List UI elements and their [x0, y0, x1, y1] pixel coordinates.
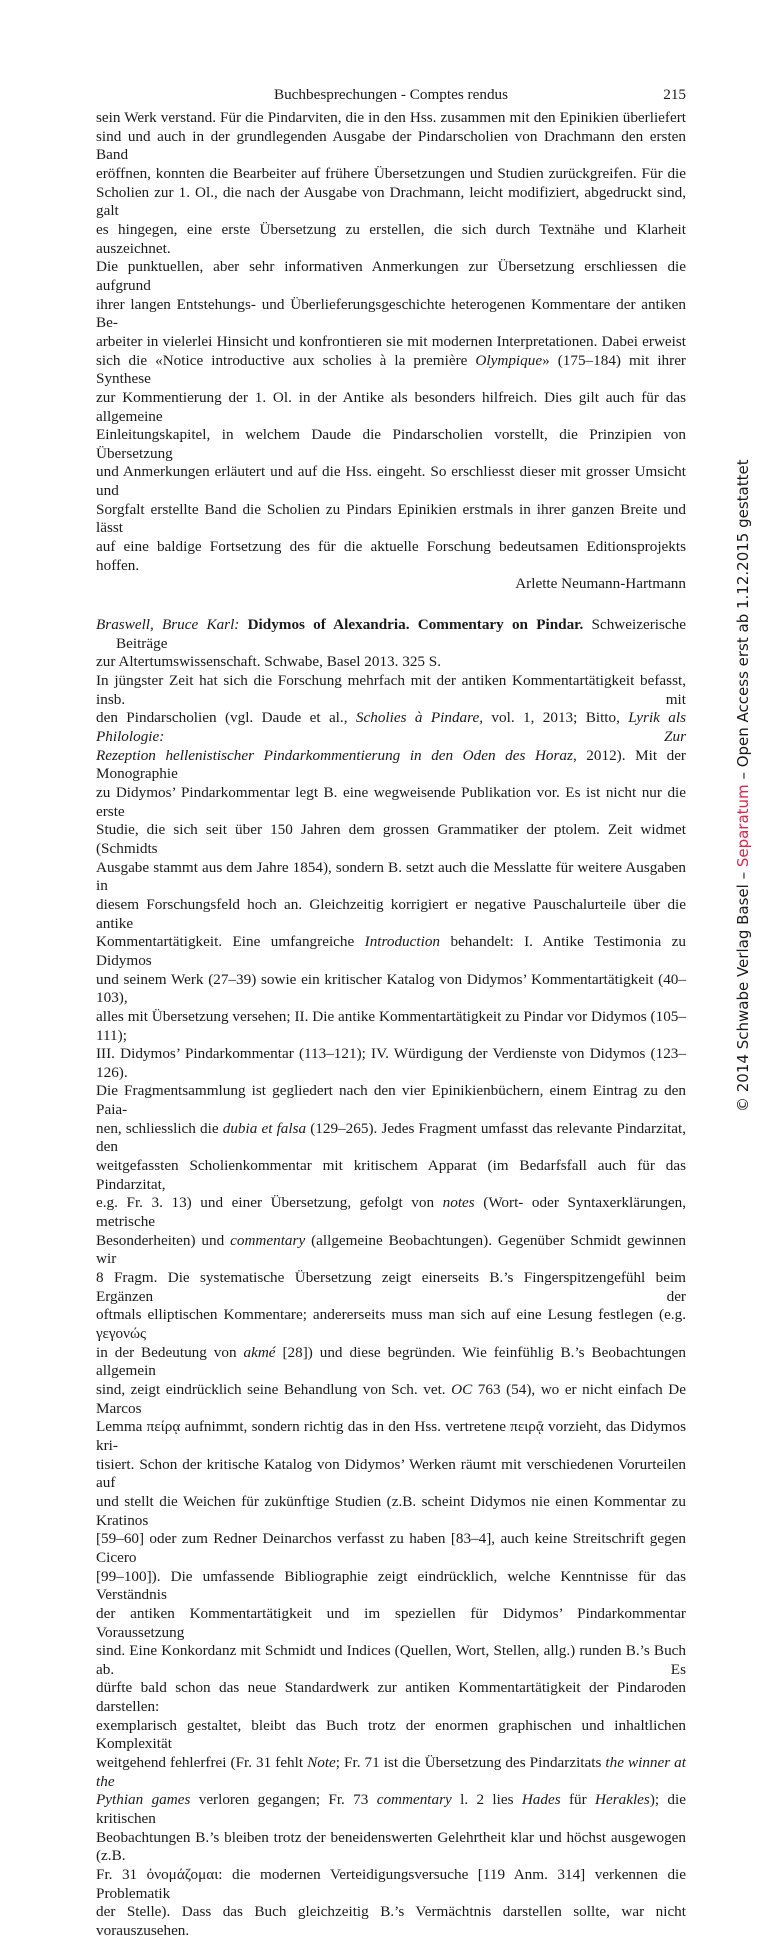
italic-run: Hades	[521, 1791, 561, 1809]
text-run: und stellt die Weichen für zukünftige Studien (z.B. scheint Didymos nie einen Kommentar zu Kratinos	[96, 1492, 686, 1529]
text-line	[96, 1717, 686, 1754]
page-number: 215	[663, 86, 686, 103]
italic-run: Pythian games	[96, 1791, 191, 1809]
text-run: ; Fr. 71 ist die Übersetzung des Pindarzitats	[335, 1754, 606, 1772]
italic-run: Note	[307, 1754, 336, 1772]
text-run: der antiken Kommentartätigkeit und im speziellen für Didymos’ Pindarkommentar Voraussetzung	[96, 1604, 686, 1641]
text-line	[96, 1605, 686, 1642]
text-line	[96, 1045, 686, 1082]
running-head	[96, 86, 686, 105]
text-run: weitgehend fehlerfrei (Fr. 31 fehlt	[96, 1754, 308, 1772]
text-run: in der Bedeutung von	[96, 1343, 244, 1361]
reviewer-signature: Arlette Neumann-Hartmann	[515, 575, 686, 593]
text-line	[96, 1418, 686, 1455]
text-line: arbeiter in vielerlei Hinsicht und konfrontieren sie mit modernen Interpretationen. Dabei erweist	[96, 332, 686, 350]
text-run: Die Fragmentsammlung ist gegliedert nach den vier Epinikienbüchern, einem Eintrag zu den Paia-	[96, 1082, 686, 1119]
text-run: , 2012). Mit der Monographie	[96, 746, 686, 783]
text-line	[96, 1306, 686, 1343]
italic-run: commentary	[376, 1791, 452, 1809]
open-access-text: – Open Access erst ab 1.12.2015 gestattet	[734, 459, 752, 785]
text-run: Fr. 31 ὀνομάζομαι: die modernen Verteidigungsversuche [119 Anm. 314] verkennen die Problematik	[96, 1866, 686, 1902]
copyright-notice	[733, 459, 753, 1112]
text-line: ihrer langen Entstehungs- und Überlieferungsgeschichte heterogenen Kommentare der antiken Be-	[96, 295, 686, 332]
text-line: zur Kommentierung der 1. Ol. in der Antike als besonders hilfreich. Dies gilt auch für das allgemeine	[96, 388, 686, 425]
italic-run: Lyrik als Philologie: Zur	[96, 709, 687, 745]
text-line	[96, 1568, 686, 1605]
text-line	[96, 1679, 686, 1716]
text-line	[96, 859, 686, 896]
italic-run: OC	[451, 1380, 473, 1398]
text-run: sich die «Notice introductive aux scholies à la première	[96, 351, 476, 369]
text-run: Ausgabe stammt aus dem Jahre 1854), sondern B. setzt auch die Messlatte für weitere Ausgaben in	[96, 858, 686, 895]
text-run: [28]) und diese begründen. Wie feinfühlig B.’s Beobachtungen allgemein	[96, 1343, 686, 1380]
text-line	[96, 747, 686, 784]
text-line	[96, 1530, 686, 1567]
text-run: der Stelle). Dass das Buch gleichzeitig B.’s Vermächtnis darstellen sollte, war nicht vorauszusehen.	[96, 1903, 686, 1939]
text-line: und Anmerkungen erläutert und auf die Hss. eingeht. So erschliesst dieser mit grosser Umsicht und	[96, 463, 686, 500]
text-run: tisiert. Schon der kritische Katalog von Didymos’ Werken räumt mit verschiedenen Vorurteilen auf	[96, 1455, 686, 1492]
copyright-text: © 2014 Schwabe Verlag Basel –	[734, 867, 752, 1112]
text-line	[96, 1381, 686, 1418]
text-run: [99–100]). Die umfassende Bibliographie zeigt eindrücklich, welche Kenntnisse für das Verständnis	[96, 1567, 686, 1604]
text-run: oftmals elliptischen Kommentare; andererseits muss man sich auf eine Lesung festlegen (e.g. γεγονώς	[96, 1306, 686, 1342]
document-page	[96, 86, 686, 1941]
italic-run: Scholies à Pindare	[355, 709, 480, 727]
text-line	[96, 672, 686, 709]
text-run: behandelt: I. Antike Testimonia zu Didymos	[96, 933, 686, 969]
text-run: nen, schliesslich die	[96, 1119, 223, 1137]
text-run: exemplarisch gestaltet, bleibt das Buch trotz der enormen graphischen und inhaltlichen Komplexität	[96, 1716, 686, 1753]
text-run: (129–265). Jedes Fragment umfasst das relevante Pindarzitat, den	[96, 1119, 686, 1156]
text-run: Beobachtungen B.’s bleiben trotz der beneidenswerten Gelehrtheit klar und höchst ausgewogen (z.B.	[96, 1828, 686, 1865]
text-run: diesem Forschungsfeld hoch an. Gleichzeitig korrigiert er negative Pauschalurteile über die antike	[96, 895, 686, 932]
italic-run: akmé	[243, 1343, 276, 1361]
text-run: III. Didymos’ Pindarkommentar (113–121); IV. Würdigung der Verdienste von Didymos (123–126).	[96, 1045, 686, 1081]
text-run: ); die kritischen	[96, 1791, 686, 1828]
text-run: , vol. 1, 2013; Bitto,	[479, 709, 629, 727]
text-line	[96, 1866, 686, 1903]
book-series: Schweizerische Beiträge	[116, 616, 686, 652]
book-title: Didymos of Alexandria. Commentary on Pindar.	[247, 616, 584, 634]
text-line	[96, 1456, 686, 1493]
text-run: verloren gegangen; Fr. 73	[190, 1791, 377, 1809]
text-line	[96, 1791, 686, 1828]
book-author: Braswell, Bruce Karl:	[96, 616, 240, 634]
text-run: für	[560, 1791, 595, 1809]
running-title: Buchbesprechungen - Comptes rendus	[273, 86, 509, 103]
text-run: den Pindarscholien (vgl. Daude et al.,	[96, 709, 356, 727]
text-run: sind. Eine Konkordanz mit Schmidt und Indices (Quellen, Wort, Stellen, allg.) runden B.’s Buch ab. Es	[96, 1642, 686, 1678]
text-run: zu Didymos’ Pindarkommentar legt B. eine wegweisende Publikation vor. Es ist nicht nur die erste	[96, 783, 686, 820]
text-line	[96, 896, 686, 933]
text-line	[96, 709, 686, 746]
text-line: Scholien zur 1. Ol., die nach der Ausgabe von Drachmann, leicht modifiziert, abgedruckt sind, galt	[96, 183, 686, 220]
text-run: In jüngster Zeit hat sich die Forschung mehrfach mit der antiken Kommentartätigkeit befasst, insb. mit	[96, 672, 686, 708]
separatum-label: Separatum	[734, 784, 752, 868]
text-run: (allgemeine Beobachtungen). Gegenüber Schmidt gewinnen wir	[96, 1231, 686, 1268]
text-run: » (175–184) mit ihrer Synthese	[96, 351, 686, 388]
text-run: Besonderheiten) und	[96, 1231, 231, 1249]
text-line	[96, 1493, 686, 1530]
text-run: l. 2 lies	[451, 1791, 522, 1809]
text-run: Kommentartätigkeit. Eine umfangreiche	[96, 933, 365, 951]
text-line	[96, 933, 686, 970]
text-line	[96, 821, 686, 858]
text-line	[96, 1642, 686, 1679]
text-line	[96, 971, 686, 1008]
review-citation	[96, 616, 686, 672]
italic-run: dubia et falsa	[222, 1119, 307, 1137]
citation-line	[96, 616, 686, 653]
text-line	[96, 1157, 686, 1194]
text-line	[96, 1269, 686, 1306]
text-line	[96, 784, 686, 821]
text-line: Sorgfalt erstellte Band die Scholien zu Pindars Epinikien erstmals in ihrer ganzen Breite und lässt	[96, 500, 686, 537]
italic-title-olympique: Olympique	[475, 351, 543, 369]
text-run: und seinem Werk (27–39) sowie ein kritischer Katalog von Didymos’ Kommentartätigkeit (40–103),	[96, 970, 686, 1007]
text-run: Lemma πείρᾳ aufnimmt, sondern richtig das in den Hss. vertretene πειρᾷ vorzieht, das Didymos kri-	[96, 1418, 686, 1454]
text-line	[96, 1120, 686, 1157]
text-line: es hingegen, eine erste Übersetzung zu erstellen, die sich durch Textnähe und Klarheit auszeichnet.	[96, 220, 686, 257]
text-line	[96, 1829, 686, 1866]
text-line: Einleitungskapitel, in welchem Daude die Pindarscholien vorstellt, die Prinzipien von Übersetzung	[96, 426, 686, 462]
italic-run: the winner at the	[96, 1754, 686, 1790]
text-line	[96, 1754, 686, 1791]
text-run: Studie, die sich seit über 150 Jahren dem grossen Grammatiker der ptolem. Zeit widmet (Schmidts	[96, 821, 686, 857]
review-body	[96, 672, 686, 1941]
italic-run: Herakles	[595, 1791, 650, 1809]
text-line: auf eine baldige Fortsetzung des für die aktuelle Forschung bedeutsamen Editionsprojekts hoffen.	[96, 538, 686, 574]
text-line	[96, 1344, 686, 1381]
text-run: (Wort- oder Syntaxerklärungen, metrische	[96, 1194, 686, 1231]
text-run: 8 Fragm. Die systematische Übersetzung zeigt einerseits B.’s Fingerspitzengefühl beim Ergänzen der	[96, 1269, 686, 1305]
italic-run: Rezeption hellenistischer Pindarkommentierung in den Oden des Horaz	[96, 746, 573, 764]
text-line: Die punktuellen, aber sehr informativen Anmerkungen zur Übersetzung erschliessen die aufgrund	[96, 258, 686, 294]
italic-run: commentary	[230, 1231, 306, 1249]
text-run: sind, zeigt eindrücklich seine Behandlung von Sch. vet.	[96, 1380, 452, 1398]
text-line	[96, 1082, 686, 1119]
text-line	[96, 1903, 686, 1940]
text-run: weitgefassten Scholienkommentar mit kritischem Apparat (im Bedarfsfall auch für das Pindarzitat,	[96, 1157, 686, 1193]
italic-run: notes	[442, 1194, 475, 1212]
text-run: [59–60] oder zum Redner Deinarchos verfasst zu haben [83–4], auch keine Streitschrift gegen Cicero	[96, 1530, 686, 1566]
italic-run: Introduction	[364, 933, 441, 951]
text-run: alles mit Übersetzung versehen; II. Die antike Kommentartätigkeit zu Pindar vor Didymos (105–111);	[96, 1007, 686, 1044]
text-line	[96, 1008, 686, 1045]
text-line	[96, 1194, 686, 1231]
text-line	[96, 1232, 686, 1269]
text-line: sind und auch in der grundlegenden Ausgabe der Pindarscholien von Drachmann den ersten Band	[96, 127, 686, 164]
text-run: dürfte bald schon das neue Standardwerk zur antiken Kommentartätigkeit der Pindaroden darstellen:	[96, 1679, 686, 1716]
text-line: eröffnen, konnten die Bearbeiter auf frühere Übersetzungen und Studien zurückgreifen. Für die	[96, 164, 686, 182]
text-line	[96, 352, 686, 389]
previous-review-conclusion	[96, 109, 686, 575]
text-run: 763 (54), wo er nicht einfach De Marcos	[96, 1380, 686, 1417]
text-run: e.g. Fr. 3. 13) und einer Übersetzung, gefolgt von	[96, 1194, 443, 1212]
citation-line: zur Altertumswissenschaft. Schwabe, Basel 2013. 325 S.	[96, 653, 442, 671]
text-line: sein Werk verstand. Für die Pindarviten, die in den Hss. zusammen mit den Epinikien überliefert	[96, 109, 686, 126]
